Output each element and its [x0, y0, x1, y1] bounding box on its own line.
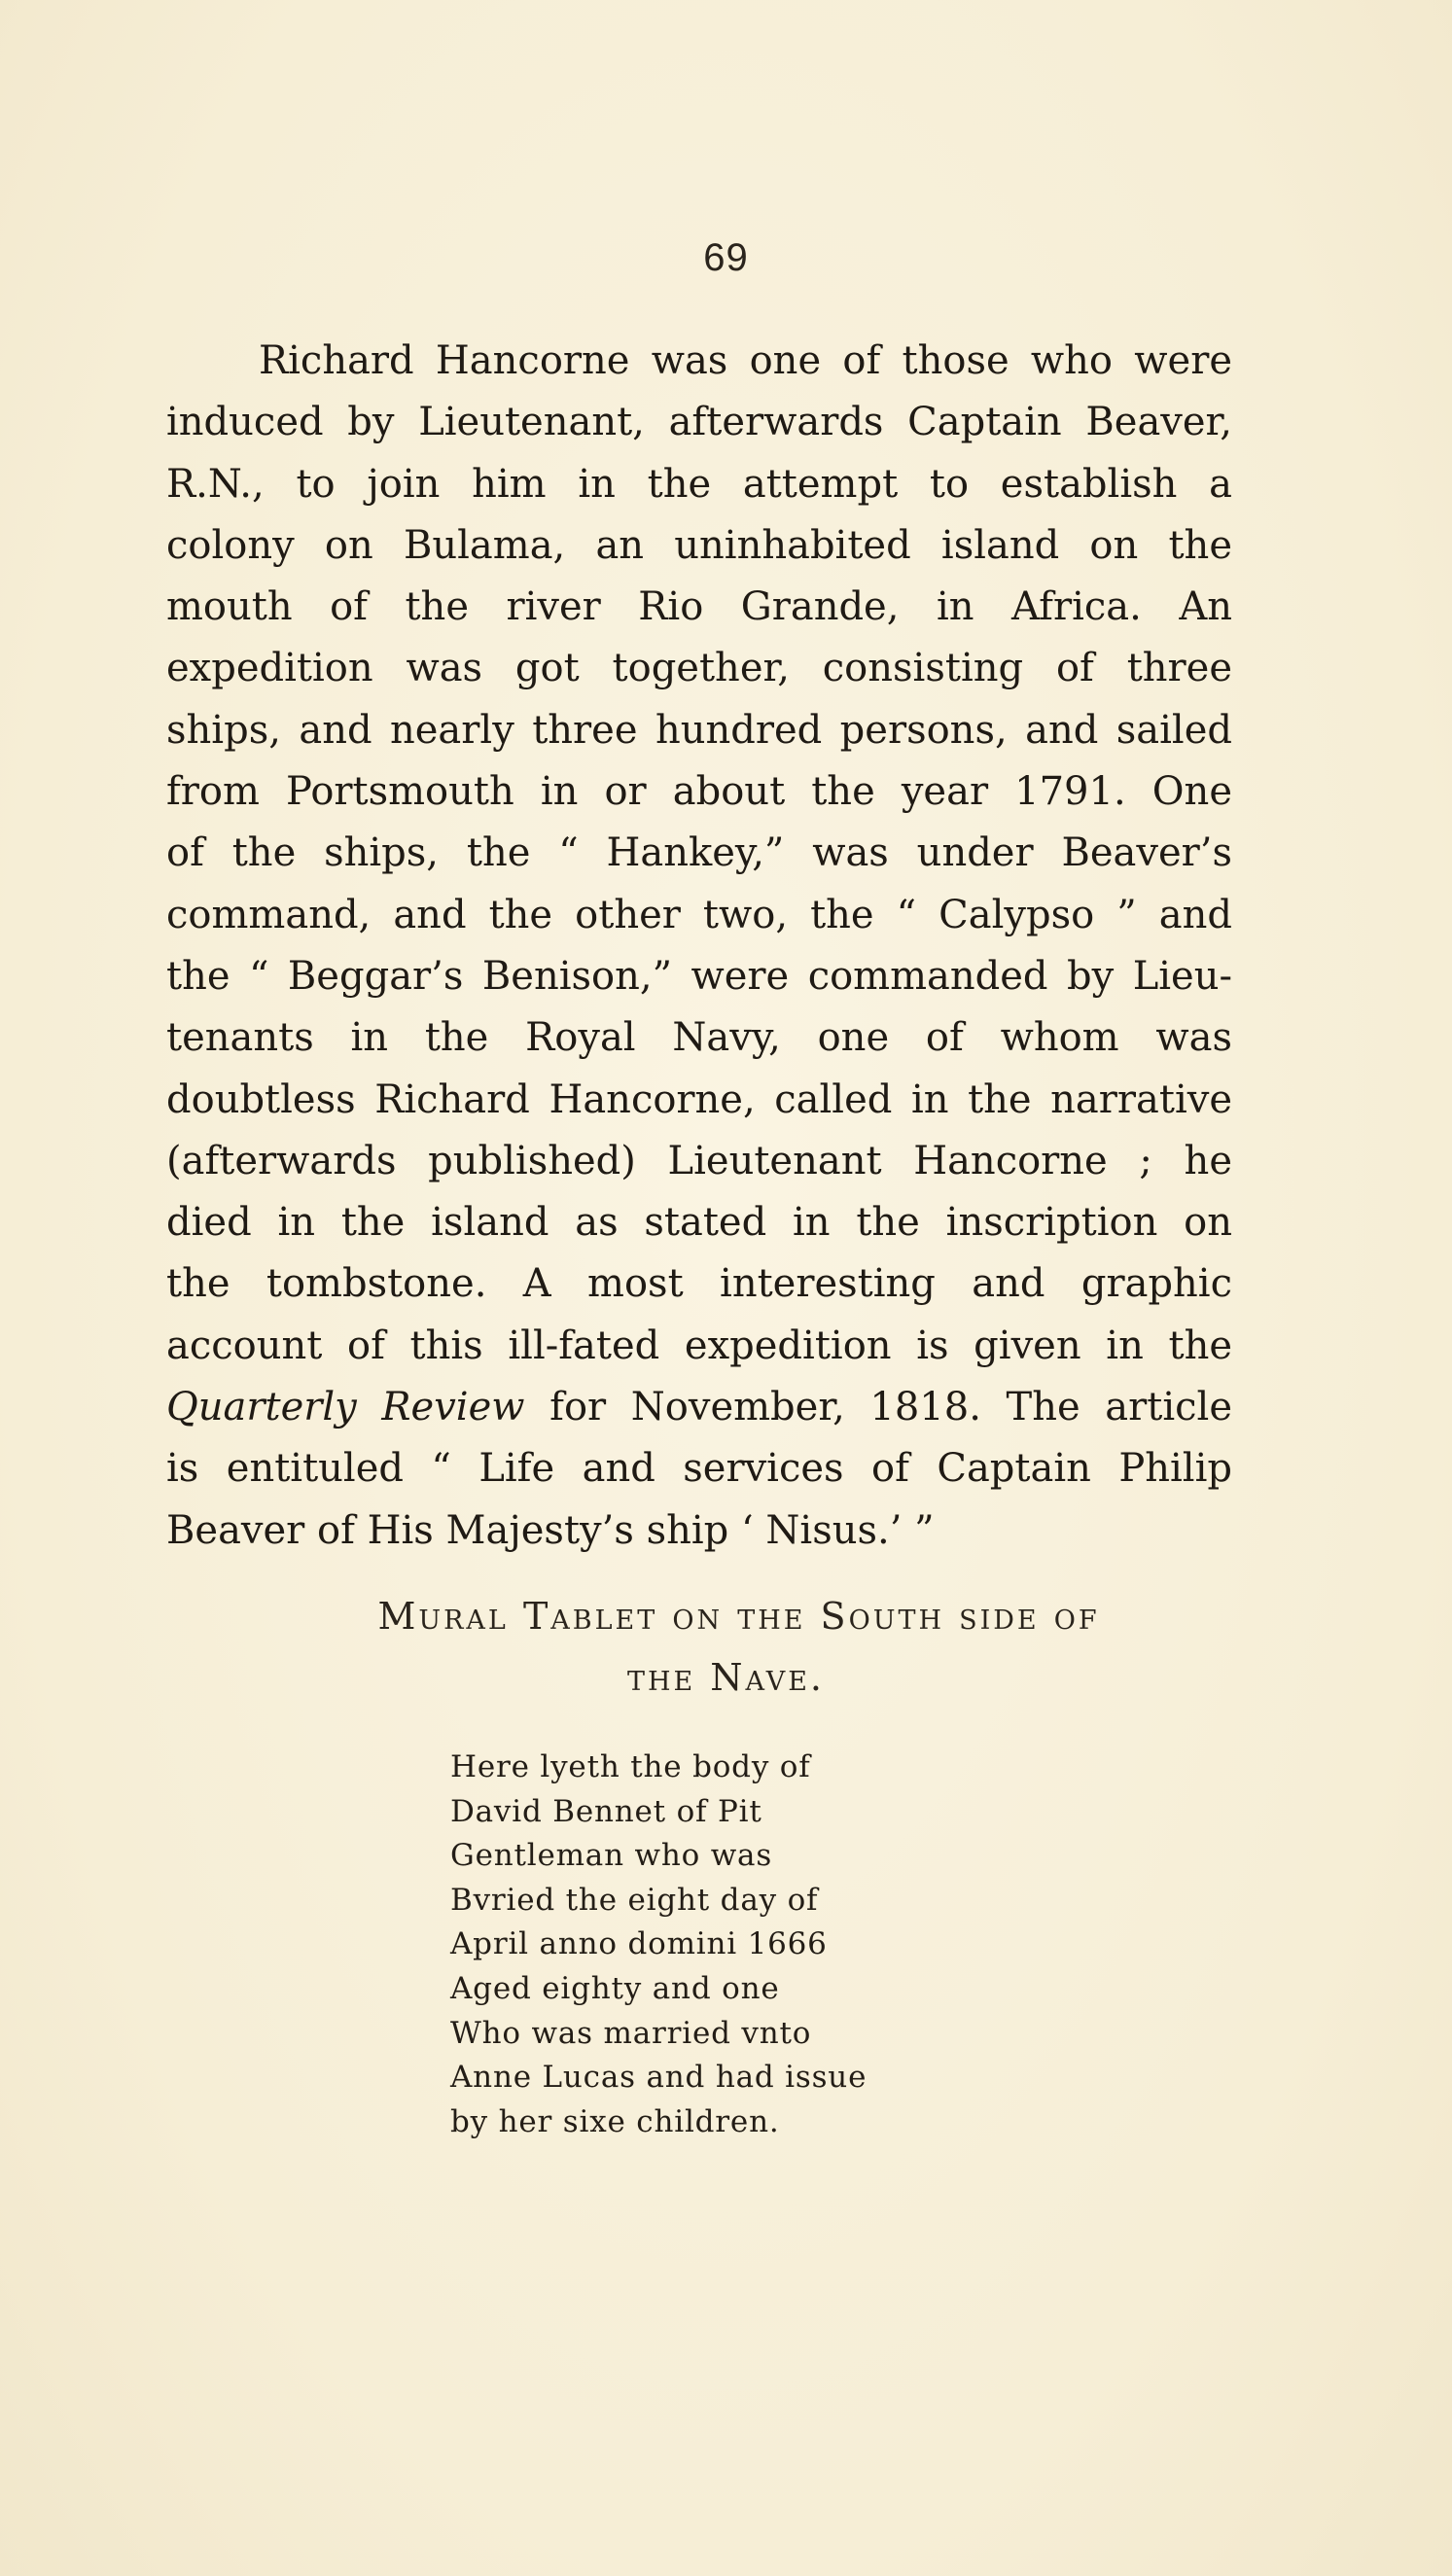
inscription-line: Here lyeth the body of — [450, 1749, 811, 1784]
body-line: Beaver of His Majesty’s ship ‘ Nisus.’ ” — [166, 1507, 935, 1553]
inscription-line: Bvried the eight day of — [450, 1882, 819, 1918]
body-line: Richard Hancorne was one of those who were — [259, 338, 1232, 383]
body-line: from Portsmouth in or about the year 1791. One — [166, 769, 1232, 815]
body-line: died in the island as stated in the inscription on — [166, 1200, 1232, 1246]
body-line: tenants in the Royal Navy, one of whom was — [166, 1015, 1232, 1061]
body-line: the “ Beggar’s Benison,” were commanded by Lieu- — [166, 953, 1232, 999]
inscription-line: Who was married vnto — [450, 2015, 812, 2051]
inscription-line: Aged eighty and one — [450, 1970, 780, 2006]
inscription-line: by her sixe children. — [450, 2103, 780, 2139]
page-number: 69 — [703, 236, 749, 279]
body-line: ships, and nearly three hundred persons, and sailed — [166, 707, 1232, 753]
body-line: doubtless Richard Hancorne, called in the narrative — [166, 1076, 1232, 1122]
body-line: the tombstone. A most interesting and graphic — [166, 1261, 1232, 1307]
inscription-line: Anne Lucas and had issue — [450, 2060, 868, 2096]
body-line: of the ships, the “ Hankey,” was under Beaver’s — [166, 830, 1232, 876]
body-line: is entituled “ Life and services of Captain Philip — [166, 1446, 1232, 1492]
body-line: induced by Lieutenant, afterwards Captain Beaver, — [166, 400, 1232, 445]
body-line-journal — [166, 1377, 1232, 1438]
body-line: command, and the other two, the “ Calypso ” and — [166, 892, 1232, 937]
section-heading-continued: the Nave. — [626, 1656, 826, 1699]
body-line: expedition was got together, consisting of three — [166, 646, 1232, 691]
inscription-line: Gentleman who was — [450, 1838, 773, 1874]
body-line: colony on Bulama, an uninhabited island on the — [166, 522, 1232, 568]
body-line: R.N., to join him in the attempt to establish a — [166, 461, 1232, 507]
tablet-inscription — [450, 1746, 995, 2144]
section-heading: Mural Tablet on the South side of — [377, 1595, 1100, 1638]
inscription-line: April anno domini 1666 — [450, 1926, 828, 1962]
journal-title: Quarterly Review — [166, 1385, 525, 1430]
body-paragraph — [166, 331, 1232, 1562]
body-line: (afterwards published) Lieutenant Hancorne ; he — [166, 1138, 1232, 1183]
body-line: mouth of the river Rio Grande, in Africa. An — [166, 584, 1232, 630]
body-line: account of this ill-fated expedition is given in the — [166, 1323, 1232, 1368]
inscription-line: David Bennet of Pit — [450, 1793, 762, 1829]
body-line-rest: for November, 1818. The article — [549, 1385, 1232, 1430]
